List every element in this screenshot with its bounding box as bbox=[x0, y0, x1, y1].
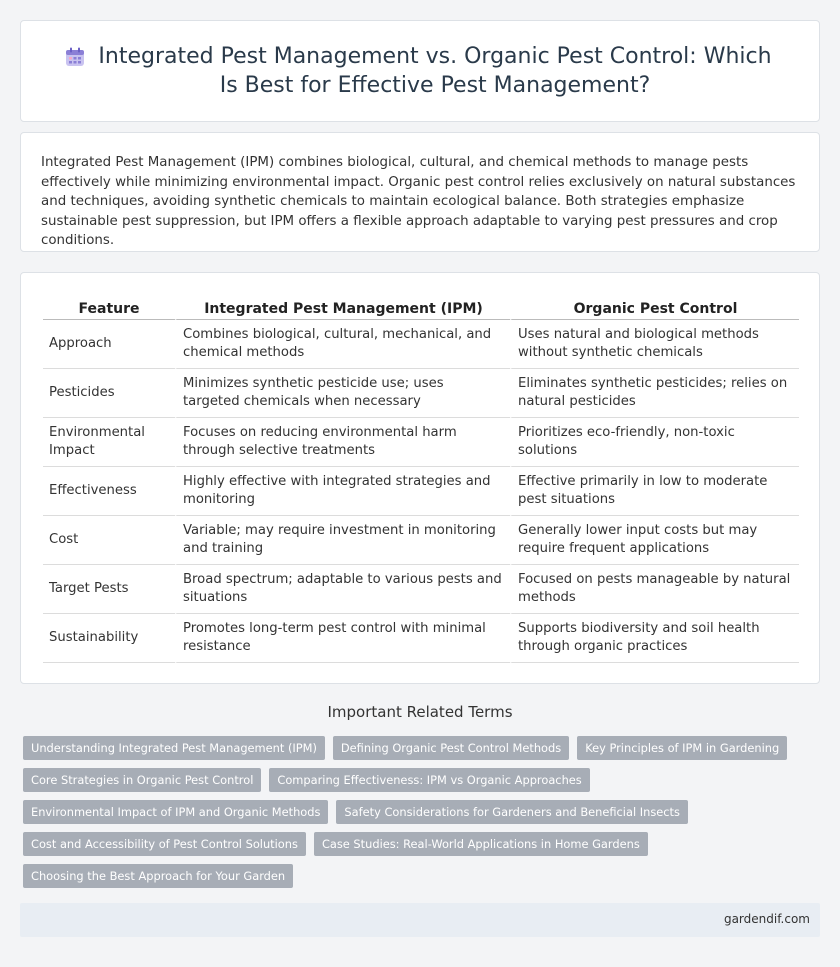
related-term-tag[interactable]: Environmental Impact of IPM and Organic Methods bbox=[23, 800, 328, 824]
page-title: Integrated Pest Management vs. Organic Pest Control: Which Is Best for Effective Pest Management? bbox=[98, 44, 772, 98]
related-term-tag[interactable]: Choosing the Best Approach for Your Garden bbox=[23, 864, 293, 888]
related-terms-list bbox=[23, 736, 823, 888]
feature-cell: Cost bbox=[43, 516, 175, 565]
title-card bbox=[20, 20, 820, 122]
ipm-cell: Highly effective with integrated strategies and monitoring bbox=[175, 467, 510, 516]
header-organic: Organic Pest Control bbox=[510, 295, 799, 320]
ipm-cell: Focuses on reducing environmental harm through selective treatments bbox=[175, 418, 510, 467]
related-term-tag[interactable]: Core Strategies in Organic Pest Control bbox=[23, 768, 261, 792]
ipm-cell: Broad spectrum; adaptable to various pests and situations bbox=[175, 565, 510, 614]
feature-cell: Approach bbox=[43, 320, 175, 369]
organic-cell: Uses natural and biological methods without synthetic chemicals bbox=[510, 320, 799, 369]
table-row bbox=[43, 565, 799, 614]
comparison-card bbox=[20, 272, 820, 684]
related-term-tag[interactable]: Safety Considerations for Gardeners and Beneficial Insects bbox=[336, 800, 688, 824]
ipm-cell: Combines biological, cultural, mechanical, and chemical methods bbox=[175, 320, 510, 369]
feature-cell: Sustainability bbox=[43, 614, 175, 663]
feature-cell: Target Pests bbox=[43, 565, 175, 614]
organic-cell: Prioritizes eco-friendly, non-toxic solutions bbox=[510, 418, 799, 467]
organic-cell: Effective primarily in low to moderate pest situations bbox=[510, 467, 799, 516]
table-row bbox=[43, 418, 799, 467]
related-term-tag[interactable]: Case Studies: Real-World Applications in Home Gardens bbox=[314, 832, 648, 856]
related-terms-heading: Important Related Terms bbox=[327, 703, 513, 721]
ipm-cell: Minimizes synthetic pesticide use; uses targeted chemicals when necessary bbox=[175, 369, 510, 418]
organic-cell: Supports biodiversity and soil health through organic practices bbox=[510, 614, 799, 663]
header-feature: Feature bbox=[43, 295, 175, 320]
feature-cell: Environmental Impact bbox=[43, 418, 175, 467]
table-header-row bbox=[43, 295, 799, 320]
header-ipm: Integrated Pest Management (IPM) bbox=[175, 295, 510, 320]
feature-cell: Pesticides bbox=[43, 369, 175, 418]
related-term-tag[interactable]: Understanding Integrated Pest Management (IPM) bbox=[23, 736, 325, 760]
table-row bbox=[43, 369, 799, 418]
table-row bbox=[43, 320, 799, 369]
related-term-tag[interactable]: Cost and Accessibility of Pest Control Solutions bbox=[23, 832, 306, 856]
intro-paragraph: Integrated Pest Management (IPM) combines biological, cultural, and chemical methods to manage pests effectively while minimizing environmental impact. Organic pest control relies exclusively on natural substances and techniques, avoiding synthetic chemicals to maintain ecological balance. Both strategies emphasize sustainable pest suppression, but IPM offers a flexible approach adaptable to varying pest pressures and crop conditions. bbox=[41, 155, 796, 248]
comparison-table bbox=[43, 295, 799, 663]
footer bbox=[20, 903, 820, 937]
table-row bbox=[43, 516, 799, 565]
ipm-cell: Variable; may require investment in monitoring and training bbox=[175, 516, 510, 565]
intro-card bbox=[20, 132, 820, 252]
footer-site-link[interactable]: gardendif.com bbox=[723, 912, 810, 926]
related-term-tag[interactable]: Defining Organic Pest Control Methods bbox=[333, 736, 569, 760]
ipm-cell: Promotes long-term pest control with minimal resistance bbox=[175, 614, 510, 663]
related-term-tag[interactable]: Comparing Effectiveness: IPM vs Organic Approaches bbox=[269, 768, 589, 792]
related-term-tag[interactable]: Key Principles of IPM in Gardening bbox=[577, 736, 787, 760]
feature-cell: Effectiveness bbox=[43, 467, 175, 516]
organic-cell: Eliminates synthetic pesticides; relies on natural pesticides bbox=[510, 369, 799, 418]
organic-cell: Generally lower input costs but may require frequent applications bbox=[510, 516, 799, 565]
organic-cell: Focused on pests manageable by natural methods bbox=[510, 565, 799, 614]
table-row bbox=[43, 467, 799, 516]
table-row bbox=[43, 614, 799, 663]
